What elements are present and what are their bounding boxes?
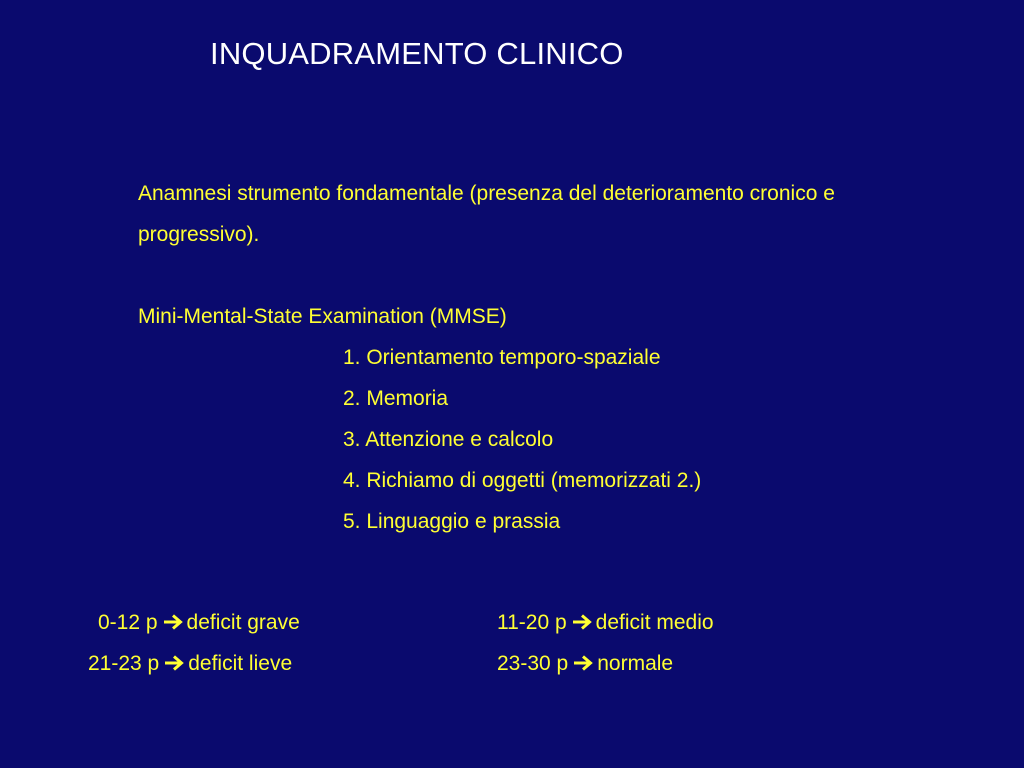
mmse-list bbox=[343, 337, 701, 542]
score-range: 23-30 p bbox=[497, 652, 569, 675]
score-deficit-medio bbox=[497, 602, 714, 643]
score-deficit-lieve bbox=[88, 643, 292, 684]
score-range: 11-20 p bbox=[497, 611, 567, 634]
score-label: normale bbox=[597, 652, 674, 675]
slide-title: INQUADRAMENTO CLINICO bbox=[210, 36, 624, 71]
right-arrow-icon bbox=[572, 614, 592, 630]
score-range: 21-23 p bbox=[88, 652, 160, 675]
score-range: 0-12 p bbox=[98, 611, 158, 634]
right-arrow-icon bbox=[163, 614, 183, 630]
right-arrow-icon bbox=[573, 655, 593, 671]
score-label: deficit grave bbox=[186, 611, 300, 634]
list-item: 2. Memoria bbox=[343, 387, 449, 410]
list-item: 5. Linguaggio e prassia bbox=[343, 510, 561, 533]
score-normale bbox=[497, 643, 673, 684]
list-item: 1. Orientamento temporo-spaziale bbox=[343, 346, 661, 369]
list-item: 3. Attenzione e calcolo bbox=[343, 428, 554, 451]
list-item: 4. Richiamo di oggetti (memorizzati 2.) bbox=[343, 469, 702, 492]
mmse-heading: Mini-Mental-State Examination (MMSE) bbox=[138, 305, 507, 328]
right-arrow-icon bbox=[164, 655, 184, 671]
score-deficit-grave bbox=[98, 602, 300, 643]
score-label: deficit lieve bbox=[188, 652, 293, 675]
score-label: deficit medio bbox=[595, 611, 714, 634]
anamnesi-paragraph: Anamnesi strumento fondamentale (presenza del deterioramento cronico e progressivo). bbox=[138, 182, 835, 246]
